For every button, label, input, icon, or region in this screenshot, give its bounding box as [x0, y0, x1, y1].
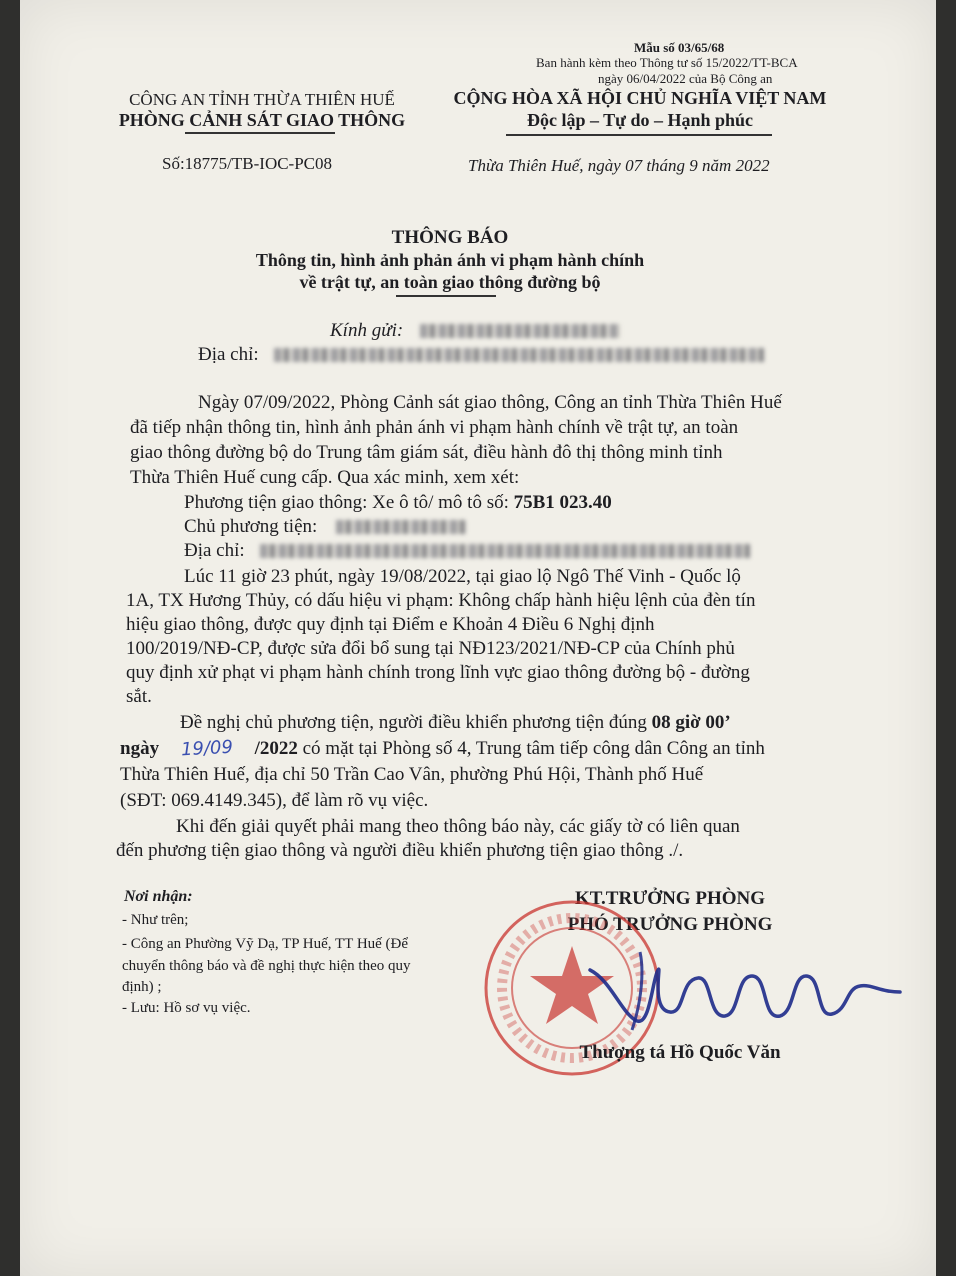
appointment-year: /2022 [254, 738, 298, 759]
notice-subtitle-2: về trật tự, an toàn giao thông đường bộ [299, 272, 601, 292]
handwritten-date: 19/09 [180, 736, 234, 761]
recipient-item-2-line2: chuyển thông báo và đề nghị thực hiện theo quy [122, 958, 411, 974]
motto-underline [506, 134, 772, 136]
body-p1-line1: Ngày 07/09/2022, Phòng Cảnh sát giao thông, Công an tỉnh Thừa Thiên Huế [198, 392, 782, 413]
form-issued-with: Ban hành kèm theo Thông tư số 15/2022/TT-BCA [536, 55, 798, 70]
redacted-recipient [420, 324, 620, 338]
body-p3-line2 [120, 736, 765, 762]
recipient-address-label: Địa chỉ: [198, 344, 259, 365]
recipient-item-1: - Như trên; [122, 912, 189, 928]
photo-background-right [936, 0, 956, 1276]
form-issued-date: ngày 06/04/2022 của Bộ Công an [598, 71, 773, 86]
title-underline [396, 295, 496, 297]
notice-title: THÔNG BÁO [391, 227, 509, 248]
body-p1-line4: Thừa Thiên Huế cung cấp. Qua xác minh, xem xét: [130, 467, 520, 488]
sign-title-2: PHÓ TRƯỞNG PHÒNG [567, 914, 773, 935]
handwritten-signature-icon [580, 940, 910, 1050]
body-p1-line3: giao thông đường bộ do Trung tâm giám sát, điều hành đô thị thông minh tỉnh [130, 442, 723, 463]
agency-name: PHÒNG CẢNH SÁT GIAO THÔNG [118, 110, 406, 130]
agency-parent: CÔNG AN TỈNH THỪA THIÊN HUẾ [129, 90, 395, 109]
body-p4-line1: Khi đến giải quyết phải mang theo thông báo này, các giấy tờ có liên quan [176, 816, 740, 837]
body-p2-line2: 1A, TX Hương Thủy, có dấu hiệu vi phạm: Không chấp hành hiệu lệnh của đèn tín [126, 590, 756, 611]
recipient-item-3: - Lưu: Hồ sơ vụ việc. [122, 1000, 251, 1016]
body-p3-line4: (SĐT: 069.4149.345), để làm rõ vụ việc. [120, 790, 429, 811]
owner-label: Chủ phương tiện: [184, 516, 318, 537]
body-p4-line2: đến phương tiện giao thông và người điều khiển phương tiện giao thông ./. [116, 840, 684, 861]
body-p3-line1 [180, 710, 731, 736]
document-number: Số:18775/TB-IOC-PC08 [162, 154, 333, 173]
country-name: CỘNG HÒA XÃ HỘI CHỦ NGHĨA VIỆT NAM [453, 88, 827, 108]
owner-address-label: Địa chỉ: [184, 540, 245, 561]
redacted-owner [336, 520, 466, 534]
motto: Độc lập – Tự do – Hạnh phúc [526, 110, 754, 130]
appointment-time: 08 giờ 00’ [651, 712, 731, 733]
signer-name: Thượng tá Hồ Quốc Văn [579, 1042, 781, 1063]
photo-background-left [0, 0, 20, 1276]
body-p2-line5: quy định xử phạt vi phạm hành chính trong lĩnh vực giao thông đường bộ - đường [126, 662, 750, 683]
recipients-title: Nơi nhận: [124, 888, 193, 905]
place-date: Thừa Thiên Huế, ngày 07 tháng 9 năm 2022 [468, 156, 770, 175]
body-p2-line4: 100/2019/NĐ-CP, được sửa đổi bổ sung tại NĐ123/2021/NĐ-CP của Chính phủ [126, 638, 735, 659]
redacted-owner-address [260, 544, 750, 558]
body-p3-line1-text: Đề nghị chủ phương tiện, người điều khiển phương tiện đúng [180, 712, 647, 733]
recipient-item-2-line3: định) ; [122, 979, 162, 995]
vehicle-label: Phương tiện giao thông: Xe ô tô/ mô tô số: [184, 492, 509, 513]
body-p2-line3: hiệu giao thông, được quy định tại Điểm e Khoản 4 Điều 6 Nghị định [126, 614, 655, 635]
vehicle-plate: 75B1 023.40 [513, 492, 612, 513]
body-p1-line2: đã tiếp nhận thông tin, hình ảnh phản ánh vi phạm hành chính về trật tự, an toàn [130, 417, 739, 438]
document-page [20, 0, 936, 1276]
form-code: Mẫu số 03/65/68 [634, 40, 725, 55]
agency-underline [185, 132, 335, 134]
appointment-day-label: ngày [120, 738, 160, 759]
vehicle-info [184, 490, 612, 516]
recipient-label: Kính gửi: [330, 320, 404, 341]
sign-title-1: KT.TRƯỞNG PHÒNG [575, 888, 765, 909]
redacted-recipient-address [274, 348, 764, 362]
body-p2-line1: Lúc 11 giờ 23 phút, ngày 19/08/2022, tại giao lộ Ngô Thế Vinh - Quốc lộ [184, 566, 741, 587]
body-p2-line6: sắt. [126, 686, 152, 707]
recipient-item-2-line1: - Công an Phường Vỹ Dạ, TP Huế, TT Huế (Để [122, 936, 409, 952]
appointment-location: có mặt tại Phòng số 4, Trung tâm tiếp công dân Công an tỉnh [302, 738, 765, 759]
notice-subtitle-1: Thông tin, hình ảnh phản ánh vi phạm hành chính [255, 250, 645, 270]
body-p3-line3: Thừa Thiên Huế, địa chỉ 50 Trần Cao Vân, phường Phú Hội, Thành phố Huế [120, 764, 704, 785]
